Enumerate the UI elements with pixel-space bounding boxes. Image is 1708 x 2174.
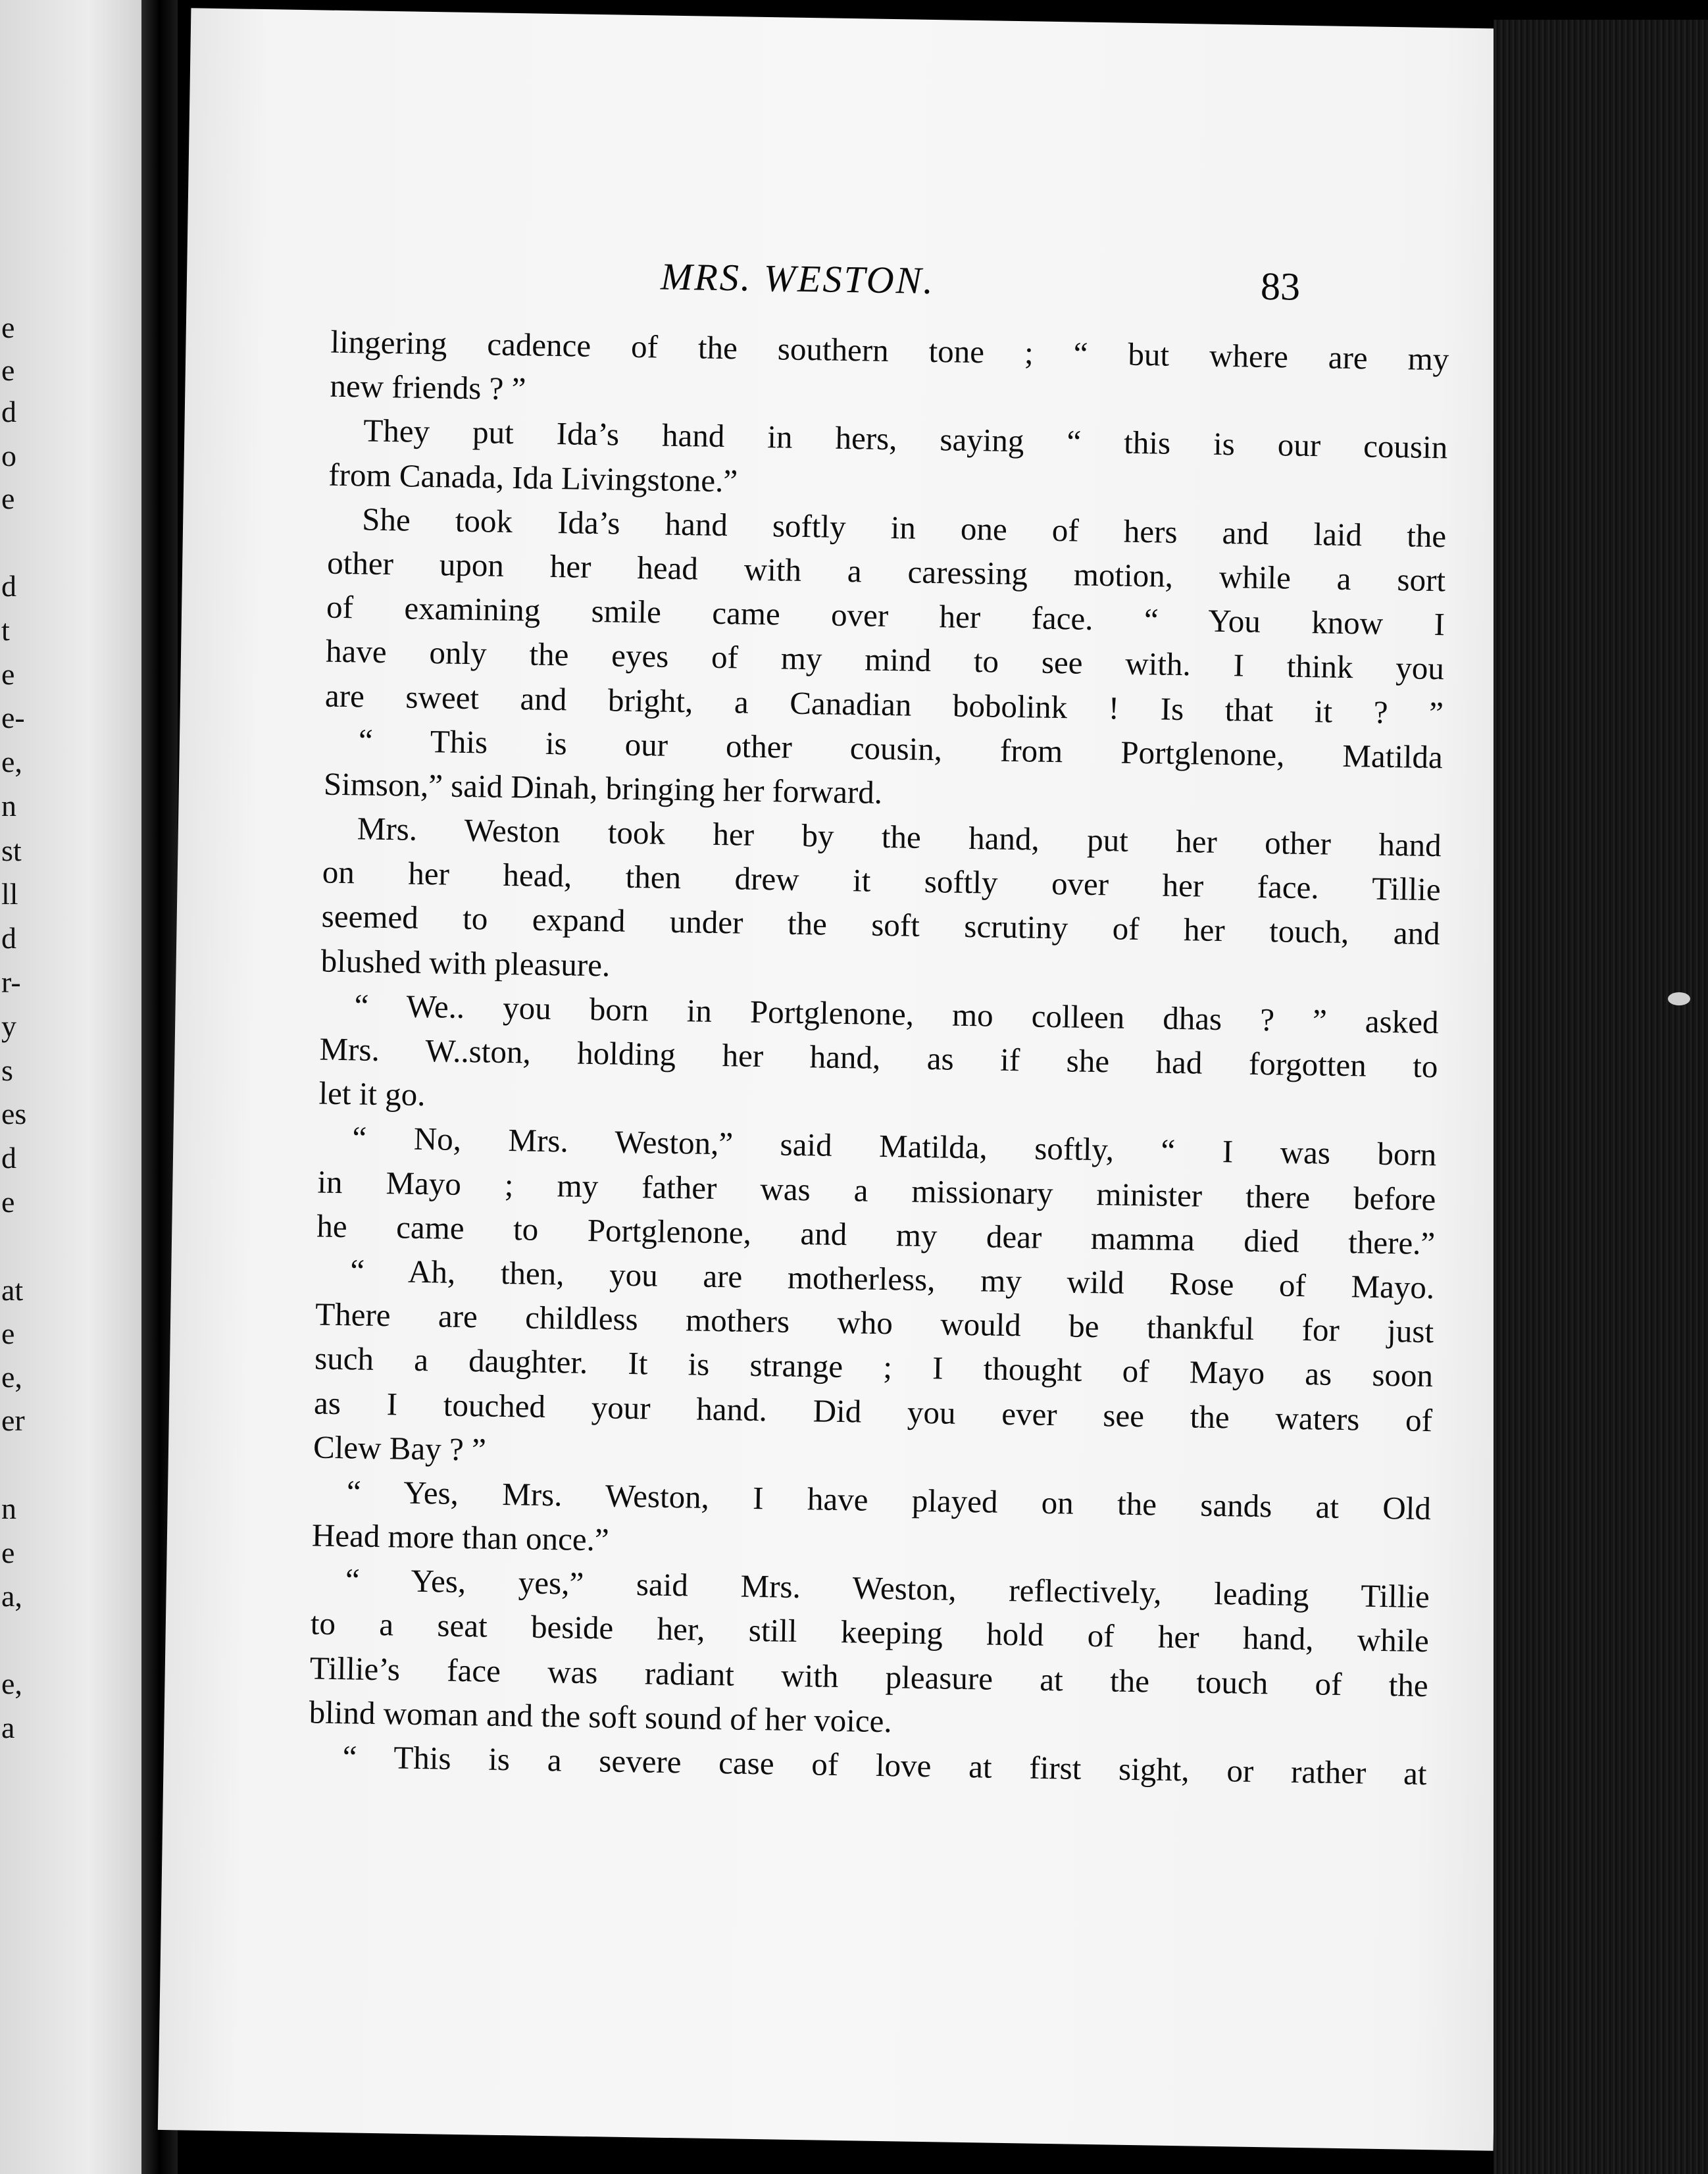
facing-page-letter: e xyxy=(1,1536,15,1569)
running-head: MRS. WESTON. xyxy=(660,255,936,303)
text-line: to a seat beside her, still keeping hold of her hand, while xyxy=(310,1605,1430,1659)
page-number: 83 xyxy=(1260,264,1301,309)
text-line: Head more than once.” xyxy=(311,1517,610,1558)
facing-page-letter: e, xyxy=(1,745,22,778)
text-line: “ This is a severe case of love at first sight, or rather at xyxy=(342,1738,1427,1792)
facing-page-letter: st xyxy=(1,834,22,867)
page-header xyxy=(186,247,1522,327)
facing-page-letter: a, xyxy=(1,1579,22,1613)
text-line: seemed to expand under the soft scrutiny of her touch, and xyxy=(321,897,1441,952)
text-line: from Canada, Ida Livingstone.” xyxy=(328,456,738,499)
text-line: are sweet and bright, a Canadian bobolink ! Is that it ? ” xyxy=(324,677,1444,731)
text-line: “ Yes, yes,” said Mrs. Weston, reflectively, leading Tillie xyxy=(345,1561,1430,1615)
text-line: of examining smile came over her face. “ You know I xyxy=(326,588,1445,643)
facing-page-letter: e, xyxy=(1,1667,22,1700)
facing-page-letter: ll xyxy=(1,877,18,911)
text-line: lingering cadence of the southern tone ; “ but where are my xyxy=(330,323,1449,378)
text-line: as I touched your hand. Did you ever see the waters of xyxy=(313,1384,1433,1438)
text-line: “ Yes, Mrs. Weston, I have played on the sands at Old xyxy=(346,1473,1432,1527)
text-line: Tillie’s face was radiant with pleasure at the touch of the xyxy=(309,1650,1429,1704)
facing-page-letter: e- xyxy=(1,701,25,734)
facing-page-letter: d xyxy=(1,395,16,428)
facing-page-letter: e xyxy=(1,353,15,387)
facing-page-letter: n xyxy=(1,789,16,822)
text-line: blind woman and the soft sound of her voice. xyxy=(309,1694,893,1740)
facing-page-letter: d xyxy=(1,921,16,955)
facing-page-letter: e xyxy=(1,311,15,344)
facing-page-letter: e xyxy=(1,482,15,515)
facing-page-letter: y xyxy=(1,1009,16,1043)
facing-page-letter: o xyxy=(1,439,16,472)
facing-page-letter: e, xyxy=(1,1360,22,1394)
facing-page-letter: at xyxy=(1,1273,24,1307)
text-line: “ Ah, then, you are motherless, my wild Rose of Mayo. xyxy=(349,1252,1435,1306)
facing-page-letter: er xyxy=(1,1403,25,1437)
text-line: such a daughter. It is strange ; I thought of Mayo as soon xyxy=(314,1340,1434,1394)
text-line: he came to Portglenone, and my dear mamma died there.” xyxy=(316,1207,1436,1261)
facing-page-letter: e xyxy=(1,1185,15,1219)
page-block-edge xyxy=(1494,20,1708,2174)
text-line: Mrs. W..ston, holding her hand, as if she had forgotten to xyxy=(319,1030,1438,1085)
text-line: other upon her head with a caressing motion, while a sort xyxy=(326,544,1446,599)
text-line: Clew Bay ? ” xyxy=(313,1428,487,1468)
text-line: on her head, then drew it softly over her face. Tillie xyxy=(322,853,1442,908)
edge-speck xyxy=(1668,992,1690,1005)
text-line: Simson,” said Dinah, bringing her forward. xyxy=(323,765,883,811)
facing-page-letter: t xyxy=(1,613,10,647)
text-line: Mrs. Weston took her by the hand, put her other hand xyxy=(357,810,1442,864)
text-line: let it go. xyxy=(318,1074,426,1113)
facing-page-letter: e xyxy=(1,657,15,691)
facing-page-letter: d xyxy=(1,1141,16,1175)
book-page xyxy=(158,8,1526,2150)
text-line: blushed with pleasure. xyxy=(320,942,611,984)
facing-page-letter: n xyxy=(1,1492,16,1525)
text-line: She took Ida’s hand softly in one of hers and laid the xyxy=(361,501,1447,555)
text-line: There are childless mothers who would be thankful for just xyxy=(314,1296,1434,1350)
facing-page-letter: d xyxy=(1,569,16,603)
facing-page-letter: es xyxy=(1,1097,27,1130)
text-line: They put Ida’s hand in hers, saying “ this is our cousin xyxy=(363,412,1448,466)
facing-page xyxy=(0,0,148,2174)
text-line: “ We.. you born in Portglenone, mo colleen dhas ? ” asked xyxy=(354,987,1439,1041)
facing-page-letter: r- xyxy=(1,965,21,999)
facing-page-letter: a xyxy=(1,1711,15,1744)
facing-page-letter: e xyxy=(1,1317,15,1350)
text-line: in Mayo ; my father was a missionary minister there before xyxy=(317,1163,1436,1217)
text-line: have only the eyes of my mind to see with. I think you xyxy=(325,632,1445,687)
text-line: new friends ? ” xyxy=(330,367,526,407)
text-line: “ No, Mrs. Weston,” said Matilda, softly, “ I was born xyxy=(352,1119,1437,1173)
text-line: “ This is our other cousin, from Portglenone, Matilda xyxy=(358,722,1444,775)
facing-page-letter: s xyxy=(1,1053,13,1087)
facing-page-margin-text xyxy=(0,0,26,2174)
body-text xyxy=(308,320,1449,1796)
